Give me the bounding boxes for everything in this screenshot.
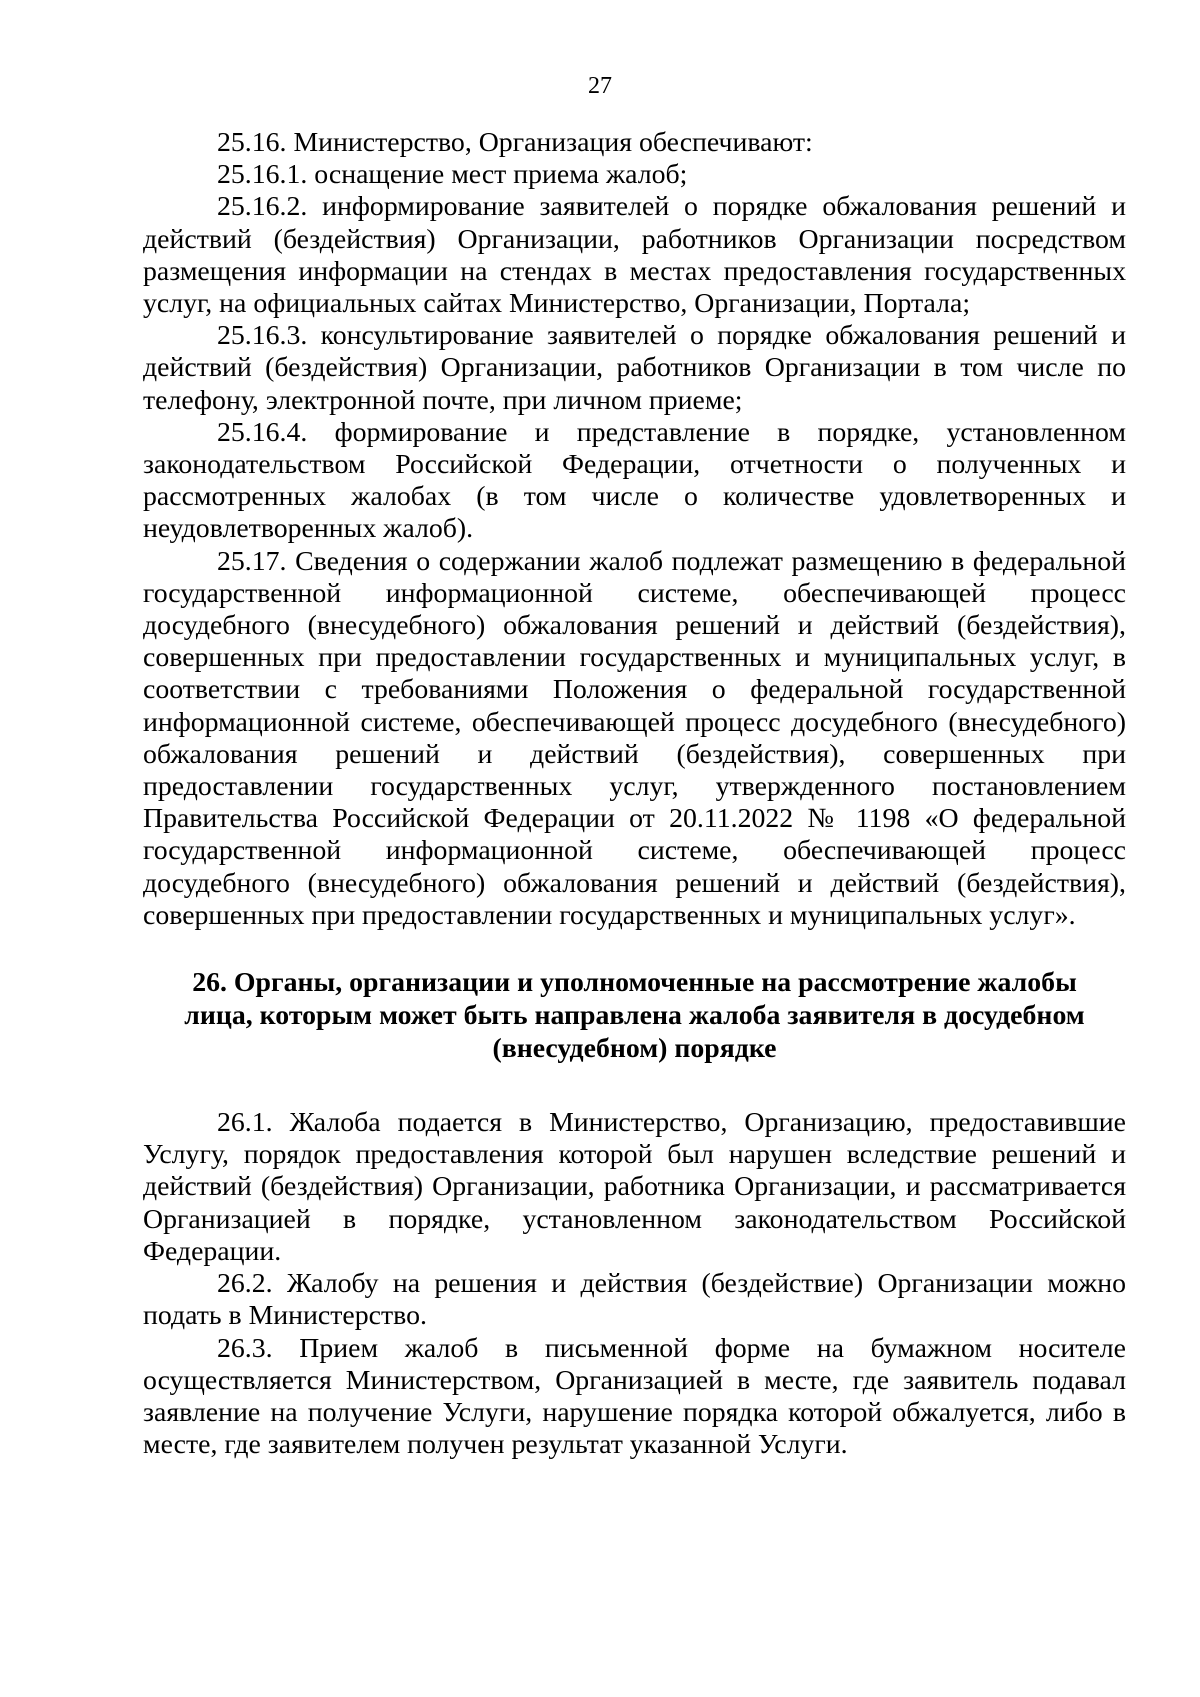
section-heading-line: 26. Органы, организации и уполномоченные на рассмотрение жалобы [192, 967, 1077, 999]
paragraph-25-16-1: 25.16.1. оснащение мест приема жалоб; [217, 159, 688, 191]
section-heading-line: (внесудебном) порядке [492, 1033, 777, 1065]
page-number: 27 [588, 73, 612, 99]
paragraph-26-2: 26.2. Жалобу на решения и действия (бездействие) Организации можно подать в Министерство. [143, 1268, 1126, 1332]
section-heading-line: лица, которым может быть направлена жалоба заявителя в досудебном [184, 1000, 1085, 1032]
paragraph-25-16-2: 25.16.2. информирование заявителей о порядке обжалования решений и действий (бездействия) Организации, работников Организации посредством размещения информации на стендах в местах предоставления государственных услуг, на официальных сайтах Министерство, Организации, Портала; [143, 191, 1126, 320]
paragraph-25-16-4: 25.16.4. формирование и представление в порядке, установленном законодательством Российской Федерации, отчетности о полученных и рассмотренных жалобах (в том числе о количестве удовлетворенных и неудовлетворенных жалоб). [143, 416, 1126, 545]
paragraph-26-3: 26.3. Прием жалоб в письменной форме на бумажном носителе осуществляется Министерством, Организацией в месте, где заявитель подавал заявление на получение Услуги, нарушение порядка которой обжалуется, либо в месте, где заявителем получен результат указанной Услуги. [143, 1332, 1126, 1461]
section-heading [143, 966, 1126, 1065]
paragraph-25-16-3: 25.16.3. консультирование заявителей о порядке обжалования решений и действий (бездействия) Организации, работников Организации в том числе по телефону, электронной почте, при личном приеме; [143, 320, 1126, 416]
document-body [143, 127, 1126, 1461]
paragraph-26-1: 26.1. Жалоба подается в Министерство, Организацию, предоставившие Услугу, порядок предоставления которой был нарушен вследствие решений и действий (бездействия) Организации, работника Организации, и рассматривается Организацией в порядке, установленном законодательством Российской Федерации. [143, 1107, 1126, 1267]
paragraph-25-17: 25.17. Сведения о содержании жалоб подлежат размещению в федеральной государственной информационной системе, обеспечивающей процесс досудебного (внесудебного) обжалования решений и действий (бездействия), совершенных при предоставлении государственных и муниципальных услуг, в соответствии с требованиями Положения о федеральной государственной информационной системе, обеспечивающей процесс досудебного (внесудебного) обжалования решений и действий (бездействия), совершенных при предоставлении государственных услуг, утвержденного постановлением Правительства Российской Федерации от 20.11.2022 № 1198 «О федеральной государственной информационной системе, обеспечивающей процесс досудебного (внесудебного) обжалования решений и действий (бездействия), совершенных при предоставлении государственных и муниципальных услуг». [143, 545, 1126, 931]
paragraph-25-16: 25.16. Министерство, Организация обеспечивают: [217, 127, 813, 158]
